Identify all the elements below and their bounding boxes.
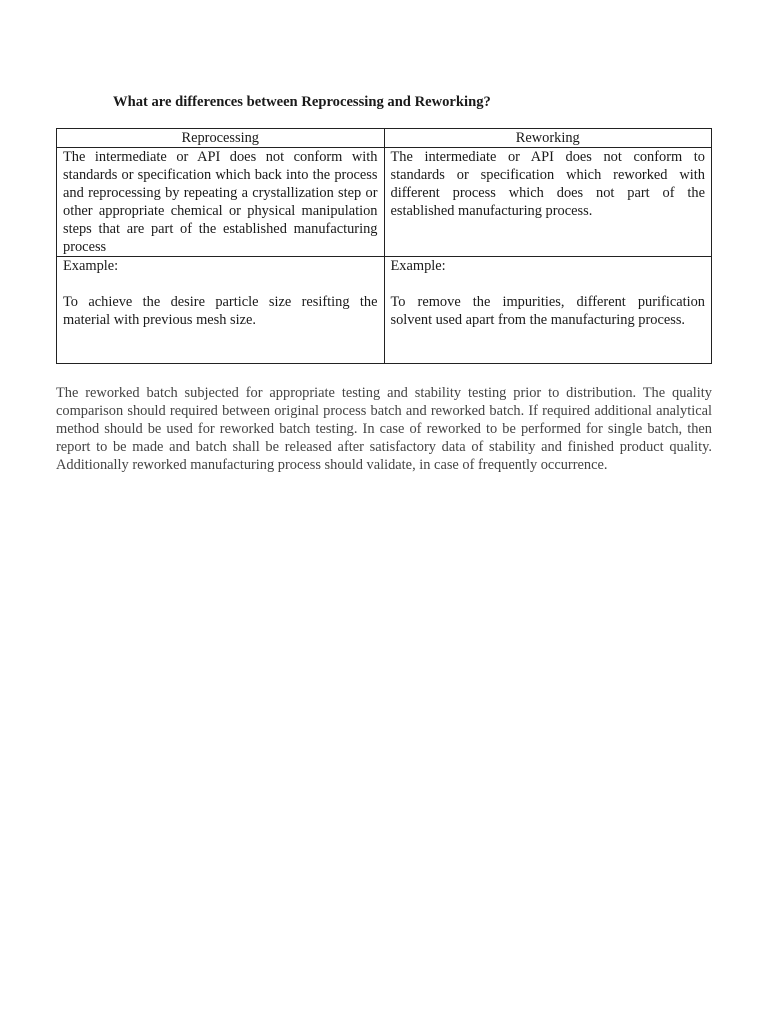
table-row xyxy=(57,148,712,257)
example-label: Example: xyxy=(63,258,119,274)
table-header-row xyxy=(57,129,712,148)
comparison-table xyxy=(56,128,712,364)
reprocessing-definition-cell: The intermediate or API does not conform with standards or specification which back into the process and reprocessing by repeating a crystallization step or other appropriate chemical or physical manipulation steps that are part of the established manufacturing process xyxy=(57,148,385,257)
body-paragraph: The reworked batch subjected for appropriate testing and stability testing prior to distribution. The quality comparison should required between original process batch and reworked batch. If required additional analytical method should be used for reworked batch testing. In case of reworked to be performed for single batch, then report to be made and batch shall be released after satisfactory data of stability and finished product quality. Additionally reworked manufacturing process should validate, in case of frequently occurrence. xyxy=(56,385,712,473)
reworking-definition-cell: The intermediate or API does not conform to standards or specification which reworked with different process which does not part of the established manufacturing process. xyxy=(384,148,712,257)
reprocessing-example-cell xyxy=(57,257,385,364)
table-row xyxy=(57,257,712,364)
reworking-example-text: To remove the impurities, different purification solvent used apart from the manufacturing process. xyxy=(390,294,705,328)
page-heading: What are differences between Reprocessing and Reworking? xyxy=(113,94,491,110)
column-header-reprocessing: Reprocessing xyxy=(57,129,385,148)
example-label: Example: xyxy=(390,258,446,274)
column-header-reworking: Reworking xyxy=(384,129,712,148)
reprocessing-example-text: To achieve the desire particle size resifting the material with previous mesh size. xyxy=(63,294,378,328)
reworking-example-cell xyxy=(384,257,712,364)
